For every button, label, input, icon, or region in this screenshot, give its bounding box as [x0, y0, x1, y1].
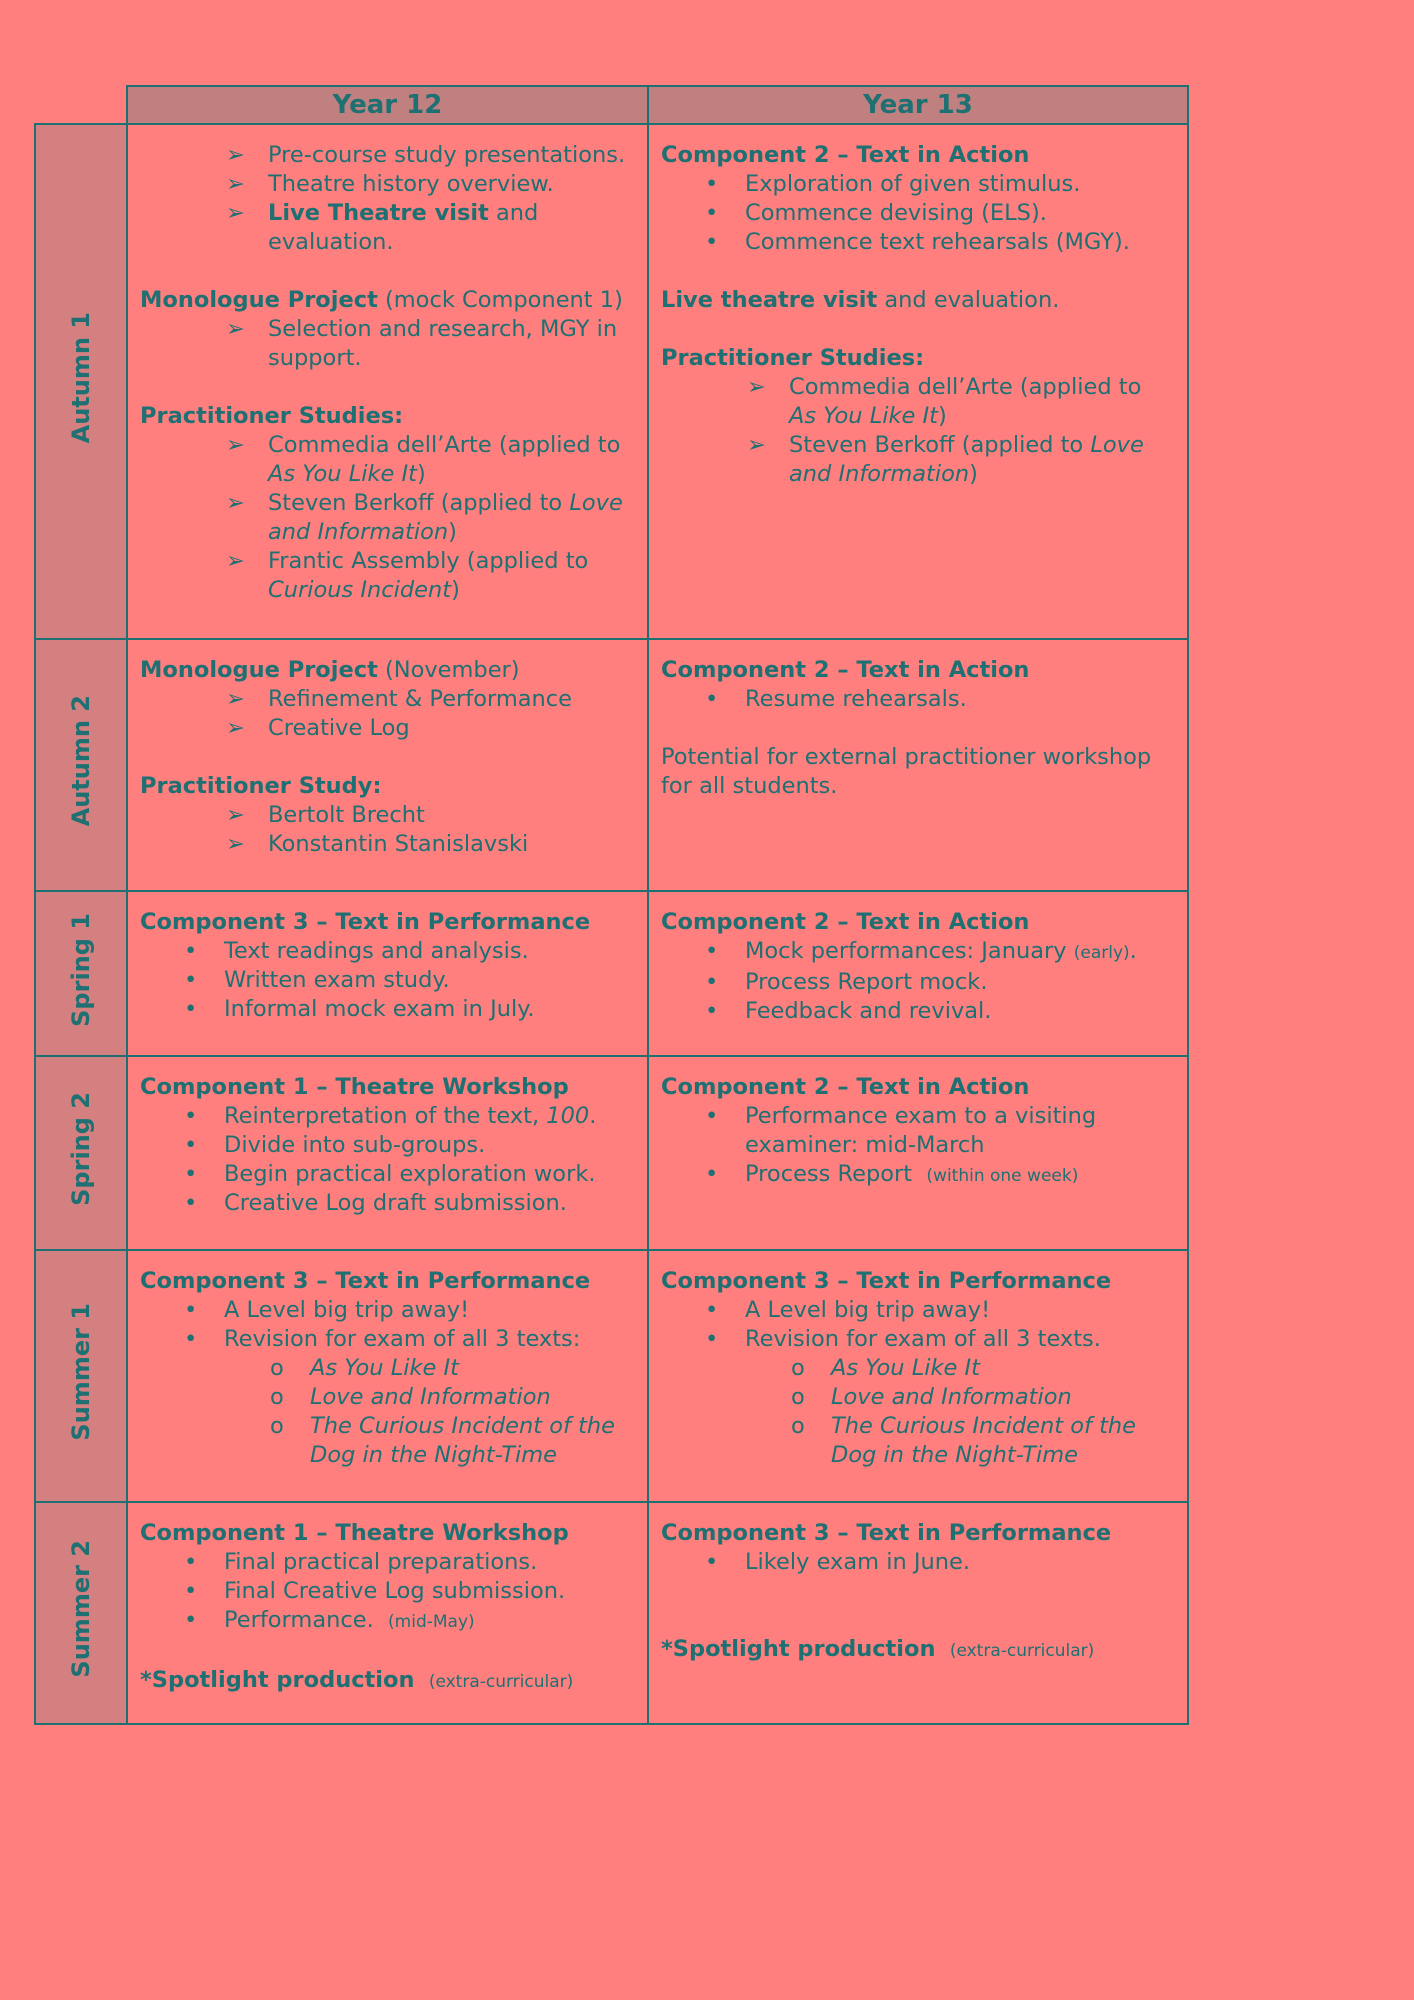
- arrow-bullet-icon: ➢: [226, 490, 245, 516]
- item-text: ): [448, 519, 457, 545]
- item-text: .: [1129, 938, 1137, 964]
- circle-bullet-icon: o: [791, 1384, 805, 1410]
- item-note: (mid-May): [388, 1612, 475, 1632]
- list-item: [661, 199, 1175, 228]
- section-heading: [140, 656, 635, 685]
- list-item: [661, 937, 1175, 968]
- header-row: [35, 86, 1188, 124]
- list-item: [140, 1160, 635, 1189]
- item-title: As You Like It: [310, 1355, 459, 1381]
- row-autumn-1: [35, 124, 1188, 639]
- item-note: (within one week): [926, 1166, 1079, 1186]
- item-text: Written exam study.: [224, 967, 450, 993]
- list-item: [661, 373, 1175, 431]
- component-list: [661, 1548, 1175, 1577]
- item-text-bold: Live Theatre visit: [268, 200, 489, 226]
- item-text: Steven Berkoff (applied to: [789, 432, 1091, 458]
- heading-rest: (mock Component 1): [377, 287, 623, 313]
- item-text: Feedback and revival.: [745, 998, 992, 1024]
- cell-spring1-y12: [127, 891, 648, 1056]
- component-heading: Component 2 – Text in Action: [661, 909, 1030, 935]
- component-heading: Component 2 – Text in Action: [661, 142, 1030, 168]
- list-item: [140, 1131, 635, 1160]
- cell-spring1-y13: [648, 891, 1188, 1056]
- dot-bullet-icon: •: [705, 1549, 719, 1575]
- list-item: [661, 968, 1175, 997]
- item-title: As You Like It: [831, 1355, 980, 1381]
- component-heading: Component 3 – Text in Performance: [661, 1268, 1112, 1294]
- component-list: [661, 1296, 1175, 1354]
- list-item: [661, 1296, 1175, 1325]
- item-text: A Level big trip away!: [745, 1297, 991, 1323]
- item-text: Steven Berkoff (applied to: [268, 490, 570, 516]
- item-text: ): [417, 461, 426, 487]
- component-list: [140, 937, 635, 1024]
- component-heading: Component 1 – Theatre Workshop: [140, 1074, 569, 1100]
- heading-bold: Monologue Project: [140, 657, 378, 683]
- list-item: [661, 1102, 1175, 1160]
- item-title: Curious Incident: [268, 577, 452, 603]
- arrow-bullet-icon: ➢: [226, 316, 245, 342]
- list-item: [140, 937, 635, 966]
- list-item: [140, 547, 635, 605]
- spotlight-title: *Spotlight production: [140, 1667, 415, 1693]
- cell-autumn1-y12: [127, 124, 648, 639]
- item-text: ): [938, 403, 947, 429]
- item-text: and evaluation.: [268, 200, 539, 255]
- item-text: Bertolt Brecht: [268, 802, 425, 828]
- item-title: Love and Information: [268, 490, 623, 545]
- item-text: Creative Log draft submission.: [224, 1190, 567, 1216]
- component-heading: Component 2 – Text in Action: [661, 1074, 1030, 1100]
- list-item: [140, 170, 635, 199]
- component-list: [661, 170, 1175, 257]
- list-item: [661, 228, 1175, 257]
- texts-list: [661, 1354, 1175, 1470]
- arrow-bullet-icon: ➢: [226, 686, 245, 712]
- list-item: [661, 1412, 1175, 1470]
- dot-bullet-icon: •: [705, 686, 719, 712]
- item-text: Frantic Assembly (applied to: [268, 548, 589, 574]
- circle-bullet-icon: o: [270, 1384, 284, 1410]
- term-label-cell: [35, 1056, 127, 1250]
- item-text: Commedia dell’Arte (applied to: [789, 374, 1142, 400]
- dot-bullet-icon: •: [705, 171, 719, 197]
- dot-bullet-icon: •: [705, 998, 719, 1024]
- item-title: Love and Information: [789, 432, 1144, 487]
- item-text: Konstantin Stanislavski: [268, 831, 529, 857]
- mono-list: [140, 685, 635, 743]
- arrow-bullet-icon: ➢: [226, 715, 245, 741]
- list-item: [140, 685, 635, 714]
- list-item: [140, 1577, 635, 1606]
- item-text: Text readings and analysis.: [224, 938, 529, 964]
- term-label-cell: [35, 1502, 127, 1724]
- item-text: Resume rehearsals.: [745, 686, 967, 712]
- arrow-bullet-icon: ➢: [226, 432, 245, 458]
- spotlight-note: (extra-curricular): [949, 1641, 1095, 1661]
- arrow-bullet-icon: ➢: [747, 374, 766, 400]
- item-title: Love and Information: [310, 1384, 551, 1410]
- list-item: [140, 995, 635, 1024]
- heading-bold: Monologue Project: [140, 287, 378, 313]
- visit-bold: Live theatre visit: [661, 287, 878, 313]
- dot-bullet-icon: •: [184, 1190, 198, 1216]
- item-text: Refinement & Performance: [268, 686, 573, 712]
- schedule-table: [34, 85, 1189, 1725]
- section-heading: Practitioner Studies:: [140, 403, 404, 429]
- term-label: Autumn 1: [67, 311, 95, 444]
- item-text: Final practical preparations.: [224, 1549, 538, 1575]
- item-text: Begin practical exploration work.: [224, 1161, 596, 1187]
- arrow-bullet-icon: ➢: [226, 171, 245, 197]
- term-label-cell: [35, 124, 127, 639]
- dot-bullet-icon: •: [184, 1161, 198, 1187]
- item-text: Performance.: [224, 1607, 389, 1633]
- visit-rest: and evaluation.: [877, 287, 1060, 313]
- dot-bullet-icon: •: [184, 1297, 198, 1323]
- dot-bullet-icon: •: [184, 1549, 198, 1575]
- dot-bullet-icon: •: [184, 967, 198, 993]
- dot-bullet-icon: •: [705, 1297, 719, 1323]
- list-item: [661, 1325, 1175, 1354]
- term-label: Spring 2: [67, 1092, 95, 1206]
- prac-list: [661, 373, 1175, 489]
- cell-summer1-y12: [127, 1250, 648, 1502]
- prac-list: [140, 431, 635, 605]
- circle-bullet-icon: o: [270, 1355, 284, 1381]
- row-spring-1: [35, 891, 1188, 1056]
- list-item: [140, 1412, 635, 1470]
- component-heading: Component 3 – Text in Performance: [661, 1520, 1112, 1546]
- item-text: Selection and research, MGY in support.: [268, 316, 618, 371]
- item-text: ): [969, 461, 978, 487]
- component-heading: Component 2 – Text in Action: [661, 657, 1030, 683]
- arrow-bullet-icon: ➢: [226, 831, 245, 857]
- item-text: Process Report: [745, 1161, 927, 1187]
- component-list: [661, 685, 1175, 714]
- intro-list: [140, 141, 635, 257]
- visit-line: [661, 286, 1175, 315]
- item-title: The Curious Incident of the Dog in the Night-Time: [310, 1413, 616, 1468]
- arrow-bullet-icon: ➢: [226, 142, 245, 168]
- list-item: [140, 1383, 635, 1412]
- list-item: [140, 801, 635, 830]
- list-item: [140, 1354, 635, 1383]
- list-item: [140, 830, 635, 859]
- list-item: [140, 199, 635, 257]
- year-13-header: Year 13: [648, 86, 1188, 124]
- row-summer-1: [35, 1250, 1188, 1502]
- item-text: Mock performances: January: [745, 938, 1074, 964]
- list-item: [661, 997, 1175, 1026]
- component-list: [661, 937, 1175, 1026]
- spotlight-note: (extra-curricular): [428, 1672, 574, 1692]
- prac-list: [140, 801, 635, 859]
- item-text: .: [589, 1103, 597, 1129]
- arrow-bullet-icon: ➢: [747, 432, 766, 458]
- item-text: Likely exam in June.: [745, 1549, 971, 1575]
- list-item: [661, 1160, 1175, 1191]
- item-text: Theatre history overview.: [268, 171, 554, 197]
- dot-bullet-icon: •: [705, 1161, 719, 1187]
- row-autumn-2: [35, 639, 1188, 891]
- item-text: A Level big trip away!: [224, 1297, 470, 1323]
- term-label: Autumn 2: [67, 695, 95, 827]
- list-item: [140, 1325, 635, 1354]
- row-spring-2: [35, 1056, 1188, 1250]
- texts-list: [140, 1354, 635, 1470]
- cell-autumn2-y13: [648, 639, 1188, 891]
- list-item: [661, 1383, 1175, 1412]
- item-text: Commence text rehearsals (MGY).: [745, 229, 1130, 255]
- circle-bullet-icon: o: [791, 1355, 805, 1381]
- item-text: Divide into sub-groups.: [224, 1132, 486, 1158]
- component-heading: Component 3 – Text in Performance: [140, 1268, 591, 1294]
- component-heading: Component 1 – Theatre Workshop: [140, 1520, 569, 1546]
- item-text: Commence devising (ELS).: [745, 200, 1047, 226]
- component-list: [140, 1102, 635, 1218]
- list-item: [661, 170, 1175, 199]
- item-text: Final Creative Log submission.: [224, 1578, 566, 1604]
- spotlight-line: [140, 1666, 635, 1697]
- list-item: [140, 431, 635, 489]
- component-list: [661, 1102, 1175, 1191]
- dot-bullet-icon: •: [705, 229, 719, 255]
- dot-bullet-icon: •: [705, 1326, 719, 1352]
- dot-bullet-icon: •: [184, 1132, 198, 1158]
- term-label: Summer 2: [67, 1540, 95, 1678]
- dot-bullet-icon: •: [705, 969, 719, 995]
- item-text: Revision for exam of all 3 texts:: [224, 1326, 581, 1352]
- dot-bullet-icon: •: [705, 938, 719, 964]
- list-item: [140, 1606, 635, 1637]
- list-item: [140, 141, 635, 170]
- item-title: Love and Information: [831, 1384, 1072, 1410]
- item-text: Informal mock exam in July.: [224, 996, 535, 1022]
- cell-summer1-y13: [648, 1250, 1188, 1502]
- item-text: Pre-course study presentations.: [268, 142, 626, 168]
- mono-list: [140, 315, 635, 373]
- row-summer-2: [35, 1502, 1188, 1724]
- dot-bullet-icon: •: [705, 1103, 719, 1129]
- list-item: [661, 431, 1175, 489]
- item-title: 100: [546, 1103, 590, 1129]
- dot-bullet-icon: •: [184, 1607, 198, 1633]
- section-heading: Practitioner Studies:: [661, 345, 925, 371]
- term-label: Spring 1: [67, 912, 95, 1027]
- cell-autumn2-y12: [127, 639, 648, 891]
- item-text: ): [451, 577, 460, 603]
- list-item: [661, 1548, 1175, 1577]
- arrow-bullet-icon: ➢: [226, 200, 245, 226]
- cell-spring2-y12: [127, 1056, 648, 1250]
- cell-spring2-y13: [648, 1056, 1188, 1250]
- list-item: [140, 1548, 635, 1577]
- item-text: Commedia dell’Arte (applied to: [268, 432, 621, 458]
- component-heading: Component 3 – Text in Performance: [140, 909, 591, 935]
- spotlight-title: *Spotlight production: [661, 1636, 936, 1662]
- arrow-bullet-icon: ➢: [226, 548, 245, 574]
- item-title: The Curious Incident of the Dog in the Night-Time: [831, 1413, 1137, 1468]
- term-label: Summer 1: [67, 1303, 95, 1441]
- dot-bullet-icon: •: [184, 996, 198, 1022]
- list-item: [140, 315, 635, 373]
- section-heading: [140, 286, 635, 315]
- year-12-header: Year 12: [127, 86, 648, 124]
- list-item: [140, 966, 635, 995]
- component-list: [140, 1548, 635, 1637]
- corner-cell: [35, 86, 127, 124]
- item-text: Performance exam to a visiting examiner: mid-March: [745, 1103, 1097, 1158]
- list-item: [140, 714, 635, 743]
- cell-summer2-y12: [127, 1502, 648, 1724]
- list-item: [661, 1354, 1175, 1383]
- workshop-note: Potential for external practitioner workshop for all students.: [661, 744, 1152, 799]
- list-item: [661, 685, 1175, 714]
- arrow-bullet-icon: ➢: [226, 802, 245, 828]
- dot-bullet-icon: •: [184, 1103, 198, 1129]
- heading-rest: (November): [377, 657, 520, 683]
- item-text: Exploration of given stimulus.: [745, 171, 1081, 197]
- term-label-cell: [35, 1250, 127, 1502]
- term-label-cell: [35, 891, 127, 1056]
- dot-bullet-icon: •: [705, 200, 719, 226]
- dot-bullet-icon: •: [184, 1326, 198, 1352]
- item-title: As You Like It: [789, 403, 938, 429]
- item-text: Revision for exam of all 3 texts.: [745, 1326, 1101, 1352]
- dot-bullet-icon: •: [184, 938, 198, 964]
- list-item: [140, 1189, 635, 1218]
- dot-bullet-icon: •: [184, 1578, 198, 1604]
- circle-bullet-icon: o: [791, 1413, 805, 1439]
- list-item: [140, 1102, 635, 1131]
- section-heading: Practitioner Study:: [140, 773, 382, 799]
- component-list: [140, 1296, 635, 1354]
- item-note: (early): [1073, 943, 1130, 963]
- spotlight-line: [661, 1635, 1175, 1666]
- item-text: Reinterpretation of the text,: [224, 1103, 547, 1129]
- cell-summer2-y13: [648, 1502, 1188, 1724]
- cell-autumn1-y13: [648, 124, 1188, 639]
- term-label-cell: [35, 639, 127, 891]
- list-item: [140, 1296, 635, 1325]
- item-text: Creative Log: [268, 715, 410, 741]
- item-title: As You Like It: [268, 461, 417, 487]
- circle-bullet-icon: o: [270, 1413, 284, 1439]
- list-item: [140, 489, 635, 547]
- item-text: Process Report mock.: [745, 969, 988, 995]
